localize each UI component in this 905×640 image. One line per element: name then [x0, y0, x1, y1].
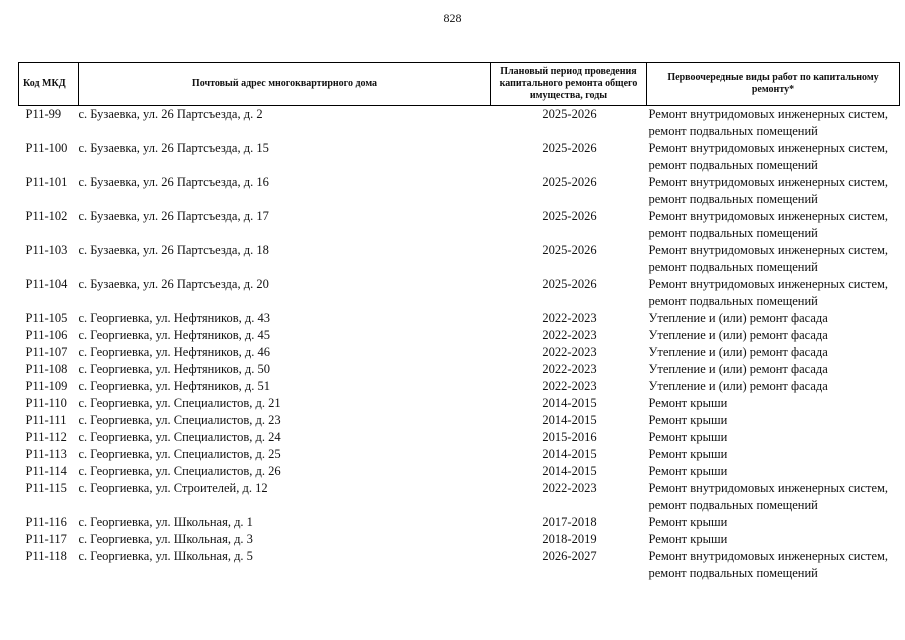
repair-period: 2014-2015 — [542, 413, 597, 427]
mkd-code: Р11-115 — [25, 481, 67, 495]
repair-period: 2022-2023 — [542, 362, 597, 376]
table-row — [19, 310, 900, 327]
repair-works — [647, 463, 900, 480]
repair-works — [647, 446, 900, 463]
repair-works-line: Утепление и (или) ремонт фасада — [648, 379, 828, 393]
repair-works-line: ремонт подвальных помещений — [648, 192, 818, 206]
postal-address: с. Бузаевка, ул. 26 Партсъезда, д. 15 — [78, 141, 269, 155]
postal-address: с. Георгиевка, ул. Специалистов, д. 21 — [78, 396, 281, 410]
repair-works-line: Ремонт крыши — [648, 447, 728, 461]
postal-address: с. Бузаевка, ул. 26 Партсъезда, д. 16 — [78, 175, 269, 189]
table-row — [19, 106, 900, 141]
repair-works — [647, 531, 900, 548]
postal-address: с. Георгиевка, ул. Школьная, д. 3 — [78, 532, 253, 546]
repair-period: 2015-2016 — [542, 430, 597, 444]
repair-works-line: ремонт подвальных помещений — [648, 158, 818, 172]
repair-works-line: Утепление и (или) ремонт фасада — [648, 345, 828, 359]
mkd-code: Р11-99 — [25, 107, 62, 121]
repair-works-line: Ремонт внутридомовых инженерных систем, — [648, 107, 889, 121]
repair-period: 2025-2026 — [542, 277, 597, 291]
postal-address: с. Бузаевка, ул. 26 Партсъезда, д. 2 — [78, 107, 263, 121]
repair-works-line: Ремонт крыши — [648, 464, 728, 478]
repair-period: 2017-2018 — [542, 515, 597, 529]
postal-address: с. Бузаевка, ул. 26 Партсъезда, д. 20 — [78, 277, 269, 291]
repair-works — [647, 395, 900, 412]
table-header-row — [19, 63, 900, 106]
mkd-code: Р11-106 — [25, 328, 68, 342]
table-row — [19, 412, 900, 429]
repair-works — [647, 548, 900, 582]
postal-address: с. Георгиевка, ул. Специалистов, д. 26 — [78, 464, 281, 478]
repair-works-line: ремонт подвальных помещений — [648, 566, 818, 580]
table-row — [19, 531, 900, 548]
mkd-code: Р11-111 — [25, 413, 67, 427]
postal-address: с. Георгиевка, ул. Нефтяников, д. 45 — [78, 328, 270, 342]
repair-period: 2018-2019 — [542, 532, 597, 546]
repair-period: 2025-2026 — [542, 107, 597, 121]
mkd-code: Р11-113 — [25, 447, 67, 461]
repair-period: 2014-2015 — [542, 464, 597, 478]
table-row — [19, 429, 900, 446]
table-row — [19, 140, 900, 174]
repair-works-line: ремонт подвальных помещений — [648, 294, 818, 308]
repair-works — [647, 514, 900, 531]
table-row — [19, 446, 900, 463]
table-row — [19, 327, 900, 344]
table-row — [19, 344, 900, 361]
table-row — [19, 361, 900, 378]
table-row — [19, 463, 900, 480]
table-row — [19, 242, 900, 276]
repair-works — [647, 378, 900, 395]
repair-works-line: Ремонт крыши — [648, 396, 728, 410]
repair-works — [647, 429, 900, 446]
repair-works — [647, 140, 900, 174]
repair-works-line: Ремонт внутридомовых инженерных систем, — [648, 481, 889, 495]
capital-repair-table — [18, 62, 900, 582]
repair-works-line: Ремонт внутридомовых инженерных систем, — [648, 175, 889, 189]
mkd-code: Р11-107 — [25, 345, 68, 359]
postal-address: с. Георгиевка, ул. Нефтяников, д. 51 — [78, 379, 270, 393]
table-body — [19, 106, 900, 583]
repair-works-line: Ремонт внутридомовых инженерных систем, — [648, 549, 889, 563]
repair-works-line: Ремонт внутридомовых инженерных систем, — [648, 277, 889, 291]
repair-period: 2022-2023 — [542, 481, 597, 495]
repair-works-line: Ремонт внутридомовых инженерных систем, — [648, 209, 889, 223]
repair-works — [647, 276, 900, 310]
header-works: Первоочередные виды работ по капитальному ремонту* — [647, 63, 900, 106]
repair-works-line: Утепление и (или) ремонт фасада — [648, 362, 828, 376]
mkd-code: Р11-114 — [25, 464, 67, 478]
repair-period: 2014-2015 — [542, 447, 597, 461]
repair-period: 2026-2027 — [542, 549, 597, 563]
mkd-code: Р11-105 — [25, 311, 68, 325]
repair-works-line: Ремонт внутридомовых инженерных систем, — [648, 141, 889, 155]
repair-works — [647, 344, 900, 361]
mkd-code: Р11-117 — [25, 532, 67, 546]
repair-works — [647, 361, 900, 378]
repair-period: 2014-2015 — [542, 396, 597, 410]
repair-works — [647, 174, 900, 208]
repair-works — [647, 208, 900, 242]
repair-works-line: Ремонт внутридомовых инженерных систем, — [648, 243, 889, 257]
postal-address: с. Бузаевка, ул. 26 Партсъезда, д. 18 — [78, 243, 269, 257]
repair-works — [647, 106, 900, 141]
table-row — [19, 208, 900, 242]
repair-works — [647, 412, 900, 429]
mkd-code: Р11-103 — [25, 243, 68, 257]
repair-works-line: Утепление и (или) ремонт фасада — [648, 311, 828, 325]
mkd-code: Р11-108 — [25, 362, 68, 376]
repair-period: 2025-2026 — [542, 141, 597, 155]
header-period: Плановый период проведения капитального ремонта общего имущества, годы — [491, 63, 647, 106]
repair-works-line: ремонт подвальных помещений — [648, 226, 818, 240]
repair-period: 2022-2023 — [542, 345, 597, 359]
repair-works — [647, 480, 900, 514]
table-row — [19, 395, 900, 412]
postal-address: с. Георгиевка, ул. Нефтяников, д. 46 — [78, 345, 270, 359]
mkd-code: Р11-110 — [25, 396, 67, 410]
postal-address: с. Бузаевка, ул. 26 Партсъезда, д. 17 — [78, 209, 269, 223]
postal-address: с. Георгиевка, ул. Школьная, д. 5 — [78, 549, 253, 563]
page-number: 828 — [443, 11, 462, 25]
repair-works-line: ремонт подвальных помещений — [648, 260, 818, 274]
table-row — [19, 276, 900, 310]
repair-works-line: Ремонт крыши — [648, 413, 728, 427]
repair-works-line: Ремонт крыши — [648, 532, 728, 546]
repair-period: 2022-2023 — [542, 328, 597, 342]
mkd-code: Р11-112 — [25, 430, 67, 444]
repair-works-line: ремонт подвальных помещений — [648, 124, 818, 138]
postal-address: с. Георгиевка, ул. Школьная, д. 1 — [78, 515, 253, 529]
mkd-code: Р11-109 — [25, 379, 68, 393]
repair-works-line: Ремонт крыши — [648, 430, 728, 444]
repair-period: 2025-2026 — [542, 243, 597, 257]
table-row — [19, 480, 900, 514]
table-row — [19, 174, 900, 208]
repair-period: 2022-2023 — [542, 311, 597, 325]
postal-address: с. Георгиевка, ул. Нефтяников, д. 43 — [78, 311, 270, 325]
mkd-code: Р11-102 — [25, 209, 68, 223]
postal-address: с. Георгиевка, ул. Специалистов, д. 24 — [78, 430, 281, 444]
mkd-code: Р11-100 — [25, 141, 68, 155]
mkd-code: Р11-116 — [25, 515, 67, 529]
table-row — [19, 514, 900, 531]
repair-works — [647, 327, 900, 344]
repair-period: 2022-2023 — [542, 379, 597, 393]
mkd-code: Р11-104 — [25, 277, 68, 291]
repair-works-line: ремонт подвальных помещений — [648, 498, 818, 512]
postal-address: с. Георгиевка, ул. Нефтяников, д. 50 — [78, 362, 270, 376]
repair-works-line: Утепление и (или) ремонт фасада — [648, 328, 828, 342]
postal-address: с. Георгиевка, ул. Строителей, д. 12 — [78, 481, 268, 495]
header-code: Код МКД — [19, 63, 79, 106]
mkd-code: Р11-101 — [25, 175, 68, 189]
table-row — [19, 378, 900, 395]
repair-works-line: Ремонт крыши — [648, 515, 728, 529]
repair-works — [647, 310, 900, 327]
postal-address: с. Георгиевка, ул. Специалистов, д. 23 — [78, 413, 281, 427]
repair-period: 2025-2026 — [542, 209, 597, 223]
repair-works — [647, 242, 900, 276]
postal-address: с. Георгиевка, ул. Специалистов, д. 25 — [78, 447, 281, 461]
table-row — [19, 548, 900, 582]
mkd-code: Р11-118 — [25, 549, 67, 563]
repair-period: 2025-2026 — [542, 175, 597, 189]
header-address: Почтовый адрес многоквартирного дома — [79, 63, 491, 106]
